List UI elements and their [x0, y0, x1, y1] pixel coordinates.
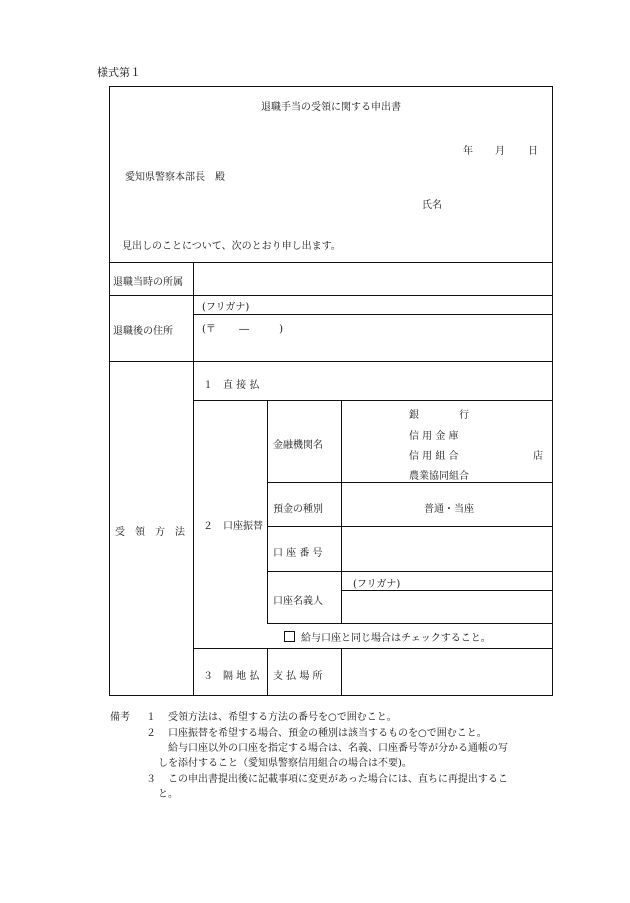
- statement: 見出しのことについて、次のとおり申し出ます。: [122, 241, 341, 252]
- account-holder-field[interactable]: [346, 594, 549, 620]
- divider: [267, 623, 553, 624]
- divider: [341, 400, 342, 623]
- divider: [267, 526, 553, 527]
- branch-label: 店: [533, 451, 543, 462]
- date-day[interactable]: 日: [528, 146, 538, 157]
- divider: [109, 295, 553, 296]
- divider: [193, 400, 553, 401]
- note-number: １: [146, 712, 156, 723]
- note-number: ３: [146, 774, 156, 785]
- divider: [193, 314, 553, 315]
- divider: [267, 482, 553, 483]
- method-direct[interactable]: １ 直 接 払: [203, 380, 260, 391]
- divider: [341, 590, 553, 591]
- note-1: 受領方法は、希望する方法の番号を○で囲むこと。: [168, 712, 397, 723]
- checkbox-icon[interactable]: [284, 631, 295, 642]
- divider: [109, 361, 553, 362]
- note-2b: 給与口座以外の口座を指定する場合は、名義、口座番号等が分かる通帳の写: [168, 743, 508, 754]
- account-number-label: 口 座 番 号: [273, 548, 323, 559]
- payment-place-label: 支 払 場 所: [273, 671, 323, 682]
- account-holder-label: 口座名義人: [273, 596, 323, 607]
- divider: [267, 400, 268, 623]
- deposit-type-value[interactable]: 普通・当座: [424, 504, 474, 515]
- affiliation-field[interactable]: [198, 267, 548, 291]
- notes-heading: 備考: [110, 712, 130, 723]
- date-year[interactable]: 年: [463, 146, 473, 157]
- address-furigana[interactable]: (フリガナ): [202, 302, 250, 313]
- same-account-check[interactable]: [284, 629, 491, 644]
- note-2c: しを添付すること（愛知県警察信用組合の場合は不要)。: [158, 758, 412, 769]
- method-remote[interactable]: ３ 隔 地 払: [203, 671, 260, 682]
- institution-shinkin[interactable]: 信 用 金 庫: [409, 431, 459, 442]
- note-3a: この申出書提出後に記載事項に変更があった場合には、直ちに再提出するこ: [168, 774, 508, 785]
- divider: [267, 648, 268, 696]
- account-number-field[interactable]: [346, 530, 549, 566]
- divider: [109, 262, 553, 263]
- institution-credit-union[interactable]: 信 用 組 合: [409, 451, 459, 462]
- deposit-type-label: 預金の種別: [273, 504, 323, 515]
- divider: [267, 571, 553, 572]
- note-2a: 口座振替を希望する場合、預金の種別は該当するものを○で囲むこと。: [168, 728, 487, 739]
- method-transfer[interactable]: ２ 口座振替: [203, 521, 263, 532]
- same-account-check-label: 給与口座と同じ場合はチェックすること。: [301, 633, 491, 644]
- note-3b: と。: [158, 789, 178, 800]
- payment-place-field[interactable]: [346, 652, 549, 692]
- form-number: 様式第１: [97, 66, 141, 79]
- addressee: 愛知県警察本部長 殿: [125, 172, 225, 183]
- form-title: 退職手当の受領に関する申出書: [261, 102, 401, 113]
- affiliation-label: 退職当時の所属: [113, 277, 183, 288]
- institution-agri-coop[interactable]: 農業協同組合: [409, 471, 469, 482]
- note-number: ２: [146, 728, 156, 739]
- applicant-name-label: 氏名: [422, 200, 442, 211]
- divider: [341, 648, 342, 696]
- address-label: 退職後の住所: [113, 326, 173, 337]
- institution-label: 金融機関名: [273, 440, 323, 451]
- method-label: 受 領 方 法: [115, 527, 185, 538]
- postal-code[interactable]: (〒 ― ): [202, 324, 283, 335]
- divider: [193, 648, 553, 649]
- account-holder-furigana[interactable]: (フリガナ): [353, 579, 401, 590]
- institution-bank[interactable]: 銀 行: [409, 410, 469, 421]
- date-month[interactable]: 月: [495, 146, 505, 157]
- divider: [193, 262, 194, 696]
